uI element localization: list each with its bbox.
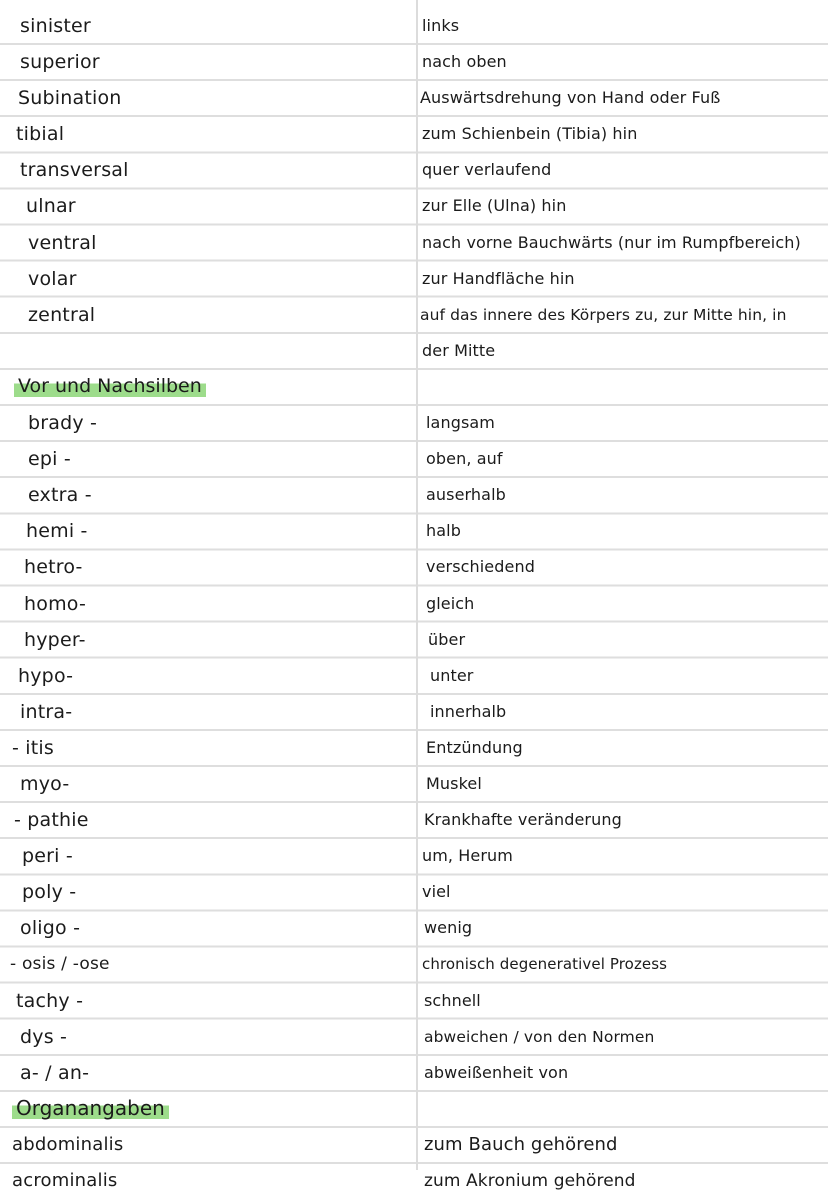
table-row <box>0 226 828 262</box>
term: abdominalis <box>12 1133 124 1155</box>
definition: innerhalb <box>430 701 507 721</box>
definition: langsam <box>426 413 495 433</box>
definition: zur Handfläche hin <box>422 268 575 288</box>
definition: verschiedend <box>426 557 535 577</box>
definition: viel <box>422 882 451 902</box>
term: tibial <box>16 123 65 146</box>
table-row <box>0 1020 828 1056</box>
definition: auf das innere des Körpers zu, zur Mitte hin, in <box>420 305 787 324</box>
section-row <box>0 370 828 406</box>
term: hetro- <box>24 556 83 579</box>
table-row <box>0 9 828 45</box>
table-row <box>0 262 828 298</box>
table-row <box>0 911 828 947</box>
definition: zur Elle (Ulna) hin <box>422 196 567 216</box>
definition: nach oben <box>422 52 507 72</box>
term: ventral <box>28 231 97 254</box>
table-row <box>0 478 828 514</box>
table-row <box>0 984 828 1020</box>
table-row <box>0 153 828 189</box>
term: a- / an- <box>20 1061 90 1084</box>
definition: halb <box>426 521 461 541</box>
table-row <box>0 298 828 334</box>
term: zentral <box>28 303 96 326</box>
definition: um, Herum <box>422 846 513 866</box>
term: poly - <box>22 881 77 904</box>
term: myo- <box>20 772 70 795</box>
term: acrominalis <box>12 1170 118 1191</box>
table-row <box>0 406 828 442</box>
definition: auserhalb <box>426 485 506 505</box>
table-row <box>0 875 828 911</box>
table-row <box>0 587 828 623</box>
term: - itis <box>12 736 55 759</box>
term: intra- <box>20 700 73 723</box>
definition: schnell <box>424 990 481 1010</box>
table-row <box>0 117 828 153</box>
definition: Krankhafte veränderung <box>424 810 622 830</box>
table-row <box>0 731 828 767</box>
table-row <box>0 1164 828 1200</box>
definition: abweißenheit von <box>424 1062 569 1082</box>
definition: Muskel <box>426 773 482 793</box>
definition: der Mitte <box>422 340 496 360</box>
term: peri - <box>22 845 73 868</box>
definition: zum Schienbein (Tibia) hin <box>422 124 638 144</box>
term: homo- <box>24 592 87 615</box>
term: transversal <box>20 159 129 182</box>
table-row <box>0 623 828 659</box>
definition: oben, auf <box>426 449 503 469</box>
table-row <box>0 189 828 225</box>
term: hyper- <box>24 628 86 651</box>
section-row <box>0 1092 828 1128</box>
definition: zum Akronium gehörend <box>424 1171 636 1191</box>
term: extra - <box>28 484 92 507</box>
term: - pathie <box>14 809 89 832</box>
definition: links <box>422 16 460 35</box>
table-row <box>0 550 828 586</box>
definition: Entzündung <box>426 737 523 757</box>
term: superior <box>20 51 100 74</box>
definition: quer verlaufend <box>422 160 552 180</box>
definition: gleich <box>426 593 475 613</box>
definition: abweichen / von den Normen <box>424 1027 655 1046</box>
table-row <box>0 767 828 803</box>
table-row <box>0 442 828 478</box>
term: hypo- <box>18 664 74 687</box>
term: tachy - <box>16 989 84 1012</box>
table-row <box>0 514 828 550</box>
definition: über <box>428 629 466 649</box>
term: ulnar <box>26 195 76 218</box>
table-row <box>0 1128 828 1164</box>
table-row <box>0 695 828 731</box>
definition: nach vorne Bauchwärts (nur im Rumpfbereich) <box>422 232 801 252</box>
table-row <box>0 659 828 695</box>
term: - osis / -ose <box>10 954 110 975</box>
definition: Auswärtsdrehung von Hand oder Fuß <box>420 88 721 108</box>
table-row <box>0 803 828 839</box>
table-row <box>0 81 828 117</box>
vocabulary-table <box>0 9 828 1200</box>
term: volar <box>28 267 77 290</box>
table-row <box>0 1056 828 1092</box>
section-heading-organangaben: Organangaben <box>12 1095 169 1121</box>
term: Subination <box>18 87 122 110</box>
section-heading-vor-und-nachsilben: Vor und Nachsilben <box>14 373 206 399</box>
table-row <box>0 45 828 81</box>
table-row <box>0 947 828 983</box>
definition: wenig <box>424 918 473 938</box>
term: hemi - <box>26 520 88 543</box>
table-row <box>0 839 828 875</box>
definition: chronisch degenerativel Prozess <box>422 955 668 974</box>
table-row <box>0 334 828 370</box>
term: dys - <box>20 1025 68 1048</box>
term: brady - <box>28 412 98 435</box>
term: oligo - <box>20 917 81 940</box>
definition: zum Bauch gehörend <box>424 1133 618 1155</box>
term: sinister <box>20 15 91 37</box>
term: epi - <box>28 448 71 471</box>
definition: unter <box>430 665 474 685</box>
